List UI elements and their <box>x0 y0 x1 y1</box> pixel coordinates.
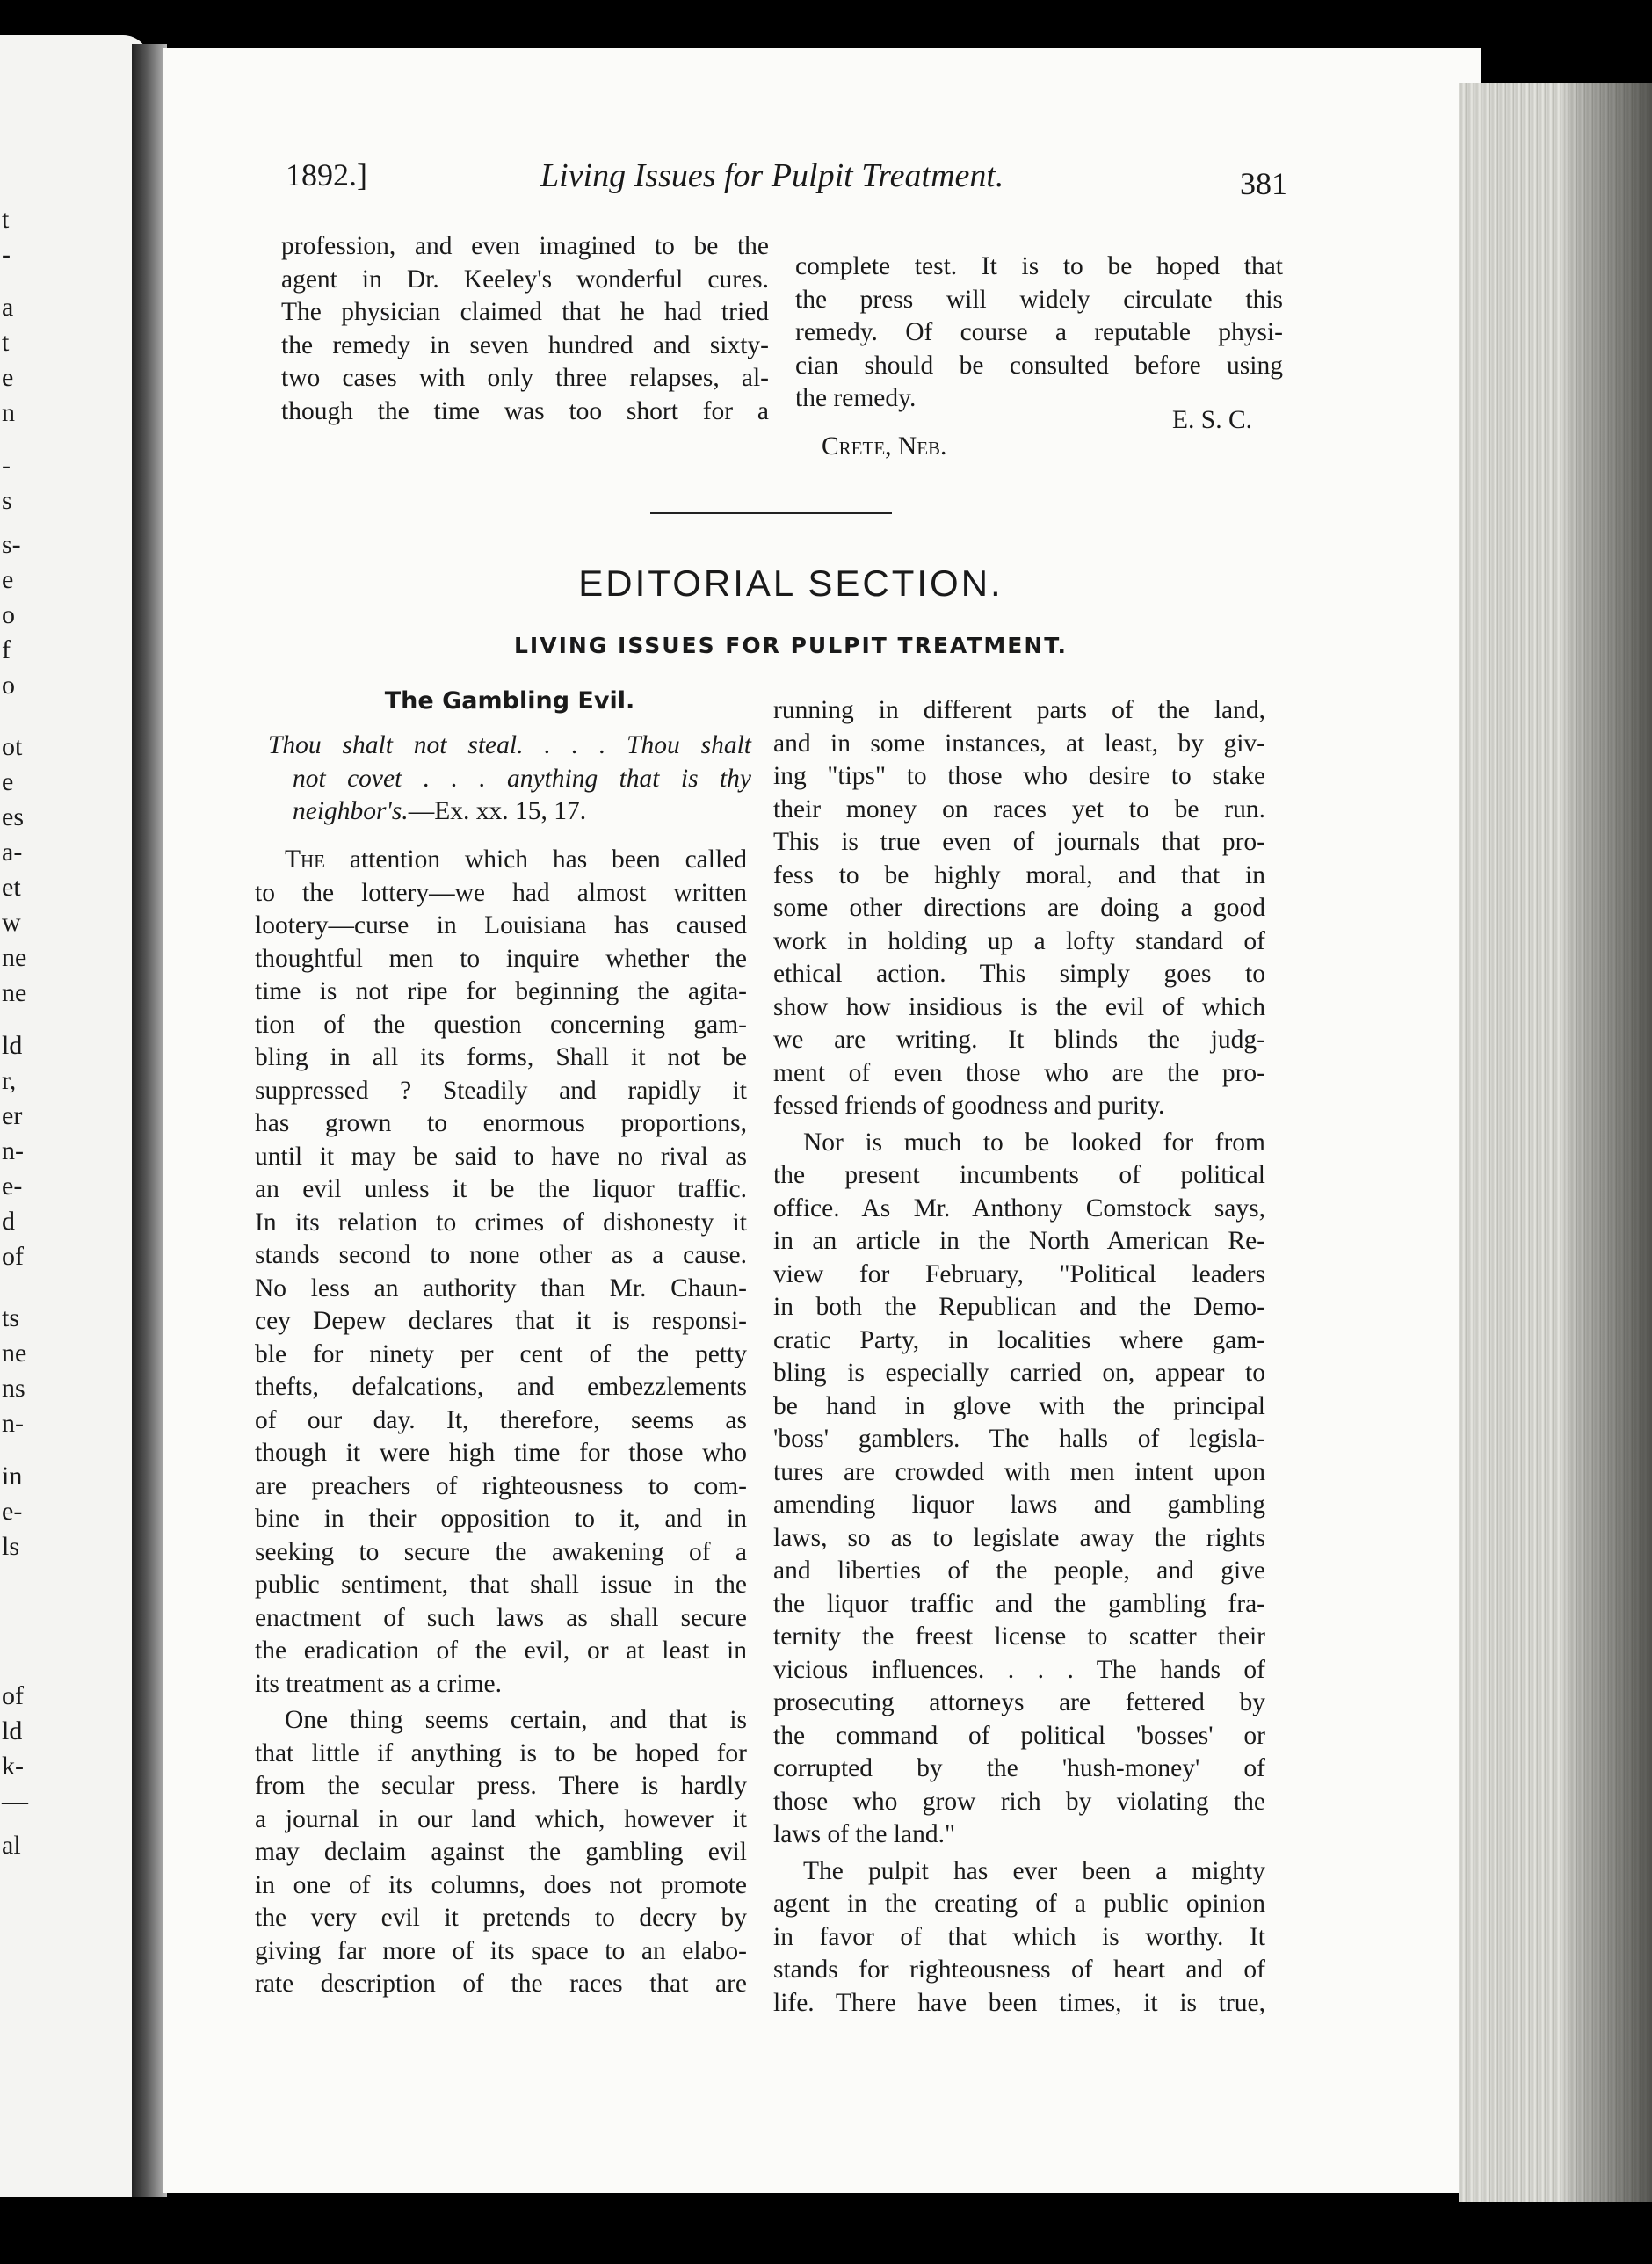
text-line: rate description of the races that are <box>255 1970 747 1998</box>
text-line: and liberties of the people, and give <box>773 1556 1265 1585</box>
facing-page-fragment-text: o <box>2 600 15 629</box>
text-line: lootery—curse in Louisiana has caused <box>255 911 747 940</box>
text-line: vicious influences. . . . The hands of <box>773 1655 1265 1684</box>
paragraph <box>773 1127 1265 1852</box>
text-line: fess to be highly moral, and that in <box>773 860 1265 889</box>
section-divider <box>650 512 892 514</box>
facing-page-fragment-text: n- <box>2 1136 24 1165</box>
text-line: complete test. It is to be hoped that <box>795 252 1283 280</box>
facing-page-fragment-text: s- <box>2 530 21 559</box>
facing-page-fragment-text: - <box>2 451 11 480</box>
facing-page-fragment-text: ns <box>2 1374 25 1403</box>
facing-page-fragment-text: n <box>2 398 15 427</box>
text-line: in favor of that which is worthy. It <box>773 1922 1265 1951</box>
facing-page-fragment-text: t <box>2 205 10 234</box>
text-line: agent in Dr. Keeley's wonderful cures. <box>281 265 769 294</box>
text-line: thoughtful men to inquire whether the <box>255 944 747 973</box>
text-line: the remedy in seven hundred and sixty- <box>281 330 769 359</box>
text-line: amending liquor laws and gambling <box>773 1491 1265 1519</box>
facing-page-fragment-text: e- <box>2 1172 23 1201</box>
text-line: public sentiment, that shall issue in the <box>255 1571 747 1599</box>
facing-page-fragment-text: in <box>2 1462 23 1491</box>
text-line: be hand in glove with the principal <box>773 1391 1265 1420</box>
facing-page-fragment-text: ld <box>2 1716 23 1745</box>
facing-page-text-fragments <box>0 35 26 2197</box>
text-line: laws of the land." <box>773 1820 956 1848</box>
text-line: work in holding up a lofty standard of <box>773 926 1265 955</box>
text-line: that little if anything is to be hoped for <box>255 1738 747 1767</box>
text-line: in one of its columns, does not promote <box>255 1870 747 1899</box>
text-line: the eradication of the evil, or at least in <box>255 1636 747 1665</box>
text-line: the press will widely circulate this <box>795 285 1283 314</box>
text-line: stands second to none other as a cause. <box>255 1241 747 1269</box>
text-line: the liquor traffic and the gambling fra- <box>773 1589 1265 1618</box>
text-line: some other directions are doing a good <box>773 894 1265 922</box>
text-line: fessed friends of goodness and purity. <box>773 1092 1165 1120</box>
text-line: No less an authority than Mr. Chaun- <box>255 1274 747 1303</box>
text-line: tion of the question concerning gam- <box>255 1010 747 1039</box>
text-line-rest: attention which has been called <box>325 845 747 874</box>
text-line: from the secular press. There is hardly <box>255 1772 747 1800</box>
text-line: laws, so as to legislate away the rights <box>773 1523 1265 1552</box>
facing-page-fragment-text: a- <box>2 838 23 867</box>
facing-page-fragment-text: ne <box>2 978 27 1007</box>
facing-page-fragment-text: of <box>2 1681 24 1710</box>
text-line: office. As Mr. Anthony Comstock says, <box>773 1194 1265 1223</box>
facing-page-fragment-text: e <box>2 363 14 392</box>
text-line: corrupted by the 'hush-money' of <box>773 1754 1265 1782</box>
epigraph-line: neighbor's. <box>293 797 409 825</box>
facing-page-fragment-text: e <box>2 565 14 594</box>
article-column-left <box>255 844 747 2001</box>
epigraph-line-wrap <box>268 795 751 829</box>
facing-page-fragment-text: ts <box>2 1303 20 1332</box>
facing-page-fragment-text: - <box>2 240 11 269</box>
text-line: though the time was too short for a <box>281 396 769 425</box>
text-line: though it were high time for those who <box>255 1439 747 1467</box>
text-line: two cases with only three relapses, al- <box>281 364 769 392</box>
facing-page-fragment-text: al <box>2 1831 21 1860</box>
text-line: In its relation to crimes of dishonesty it <box>255 1208 747 1237</box>
signature-initials: E. S. C. <box>1172 406 1252 434</box>
text-line: ble for ninety per cent of the petty <box>255 1339 747 1368</box>
text-line: The physician claimed that he had tried <box>281 298 769 326</box>
opening-word: The <box>285 845 326 874</box>
text-line: 'boss' gamblers. The halls of legisla- <box>773 1425 1265 1453</box>
text-line: a journal in our land which, however it <box>255 1804 747 1833</box>
text-line: the command of political 'bosses' or <box>773 1721 1265 1750</box>
text-line: remedy. Of course a reputable physi- <box>795 318 1283 346</box>
text-line: of our day. It, therefore, seems as <box>255 1405 747 1434</box>
text-line: prosecuting attorneys are fettered by <box>773 1688 1265 1716</box>
subsection-title: LIVING ISSUES FOR PULPIT TREATMENT. <box>514 633 1068 658</box>
facing-page-fragment-text: w <box>2 908 21 937</box>
text-line: cian should be consulted before using <box>795 351 1283 380</box>
text-line: may declaim against the gambling evil <box>255 1838 747 1866</box>
text-line: we are writing. It blinds the judg- <box>773 1026 1265 1054</box>
epigraph-line: Thou shalt not steal. . . . Thou shalt <box>268 731 751 759</box>
running-header <box>286 156 1287 209</box>
text-line: tures are crowded with men intent upon <box>773 1457 1265 1486</box>
facing-page-fragment-text: ls <box>2 1532 20 1561</box>
text-line: bling is especially carried on, appear to <box>773 1359 1265 1387</box>
continued-text-left <box>281 230 769 428</box>
text-line: ing "tips" to those who desire to stake <box>773 762 1265 790</box>
facing-page-fragment-text: es <box>2 802 24 831</box>
text-line: ethical action. This simply goes to <box>773 960 1265 988</box>
article-column-right <box>773 694 1265 2020</box>
text-line: in both the Republican and the Demo- <box>773 1293 1265 1321</box>
text-line: are preachers of righteousness to com- <box>255 1471 747 1500</box>
text-line: their money on races yet to be run. <box>773 795 1265 824</box>
text-line: the remedy. <box>795 384 917 412</box>
facing-page-fragment-text: et <box>2 873 21 902</box>
text-line: enactment of such laws as shall secure <box>255 1603 747 1632</box>
text-line: running in different parts of the land, <box>773 696 1265 724</box>
paragraph <box>773 1855 1265 2021</box>
text-line: the present incumbents of political <box>773 1161 1265 1189</box>
header-year: 1892.] <box>286 157 367 192</box>
page-edges-shadow <box>1564 83 1652 2202</box>
paragraph <box>773 694 1265 1123</box>
text-line: bling in all its forms, Shall it not be <box>255 1043 747 1071</box>
text-line: The pulpit has ever been a mighty <box>803 1856 1265 1885</box>
text-line: One thing seems certain, and that is <box>285 1706 747 1734</box>
facing-page-fragment-text: — <box>2 1787 28 1816</box>
facing-page-fragment-text: ld <box>2 1031 23 1060</box>
facing-page-fragment-text: ne <box>2 943 27 972</box>
text-line: life. There have been times, it is true, <box>773 1988 1265 2017</box>
signature-place: Crete, Neb. <box>822 432 947 461</box>
epigraph <box>268 729 751 829</box>
text-line: ternity the freest license to scatter their <box>773 1622 1265 1651</box>
continued-text-right <box>795 250 1283 416</box>
text-line <box>255 844 747 877</box>
text-line: agent in the creating of a public opinion <box>773 1890 1265 1918</box>
text-line: cratic Party, in localities where gam- <box>773 1325 1265 1354</box>
text-line: those who grow rich by violating the <box>773 1787 1265 1816</box>
facing-page-fragment-text: r, <box>2 1066 17 1095</box>
facing-page-fragment-text: f <box>2 635 11 664</box>
facing-page-fragment-text: ne <box>2 1339 27 1368</box>
text-line: giving far more of its space to an elabo- <box>255 1936 747 1965</box>
text-line: to the lottery—we had almost written <box>255 878 747 907</box>
paragraph <box>255 1704 747 2001</box>
facing-page-fragment-text: n- <box>2 1409 24 1438</box>
text-line: in an article in the North American Re- <box>773 1227 1265 1255</box>
facing-page-fragment-text: of <box>2 1242 24 1271</box>
section-title: EDITORIAL SECTION. <box>578 562 1004 604</box>
text-line: time is not ripe for beginning the agita- <box>255 977 747 1005</box>
text-line: and in some instances, at least, by giv- <box>773 729 1265 758</box>
text-line: seeking to secure the awakening of a <box>255 1537 747 1566</box>
facing-page-fragment <box>0 35 149 2197</box>
facing-page-fragment-text: s <box>2 486 12 515</box>
text-line: bine in their opposition to it, and in <box>255 1505 747 1533</box>
text-line: ment of even those who are the pro- <box>773 1058 1265 1087</box>
text-line: stands for righteousness of heart and of <box>773 1956 1265 1984</box>
article-title: The Gambling Evil. <box>384 687 635 715</box>
facing-page-fragment-text: e- <box>2 1497 23 1526</box>
text-line: Nor is much to be looked for from <box>803 1128 1265 1157</box>
facing-page-fragment-text: ot <box>2 732 23 761</box>
text-line: view for February, "Political leaders <box>773 1259 1265 1288</box>
text-line: show how insidious is the evil of which <box>773 992 1265 1021</box>
page-number: 381 <box>1240 166 1287 201</box>
paragraph <box>255 844 747 1701</box>
text-line: the very evil it pretends to decry by <box>255 1904 747 1932</box>
text-line: This is true even of journals that pro- <box>773 828 1265 856</box>
text-line: cey Depew declares that it is responsi- <box>255 1307 747 1335</box>
text-line: suppressed ? Steadily and rapidly it <box>255 1076 747 1105</box>
epigraph-line: not covet . . . anything that is thy <box>293 764 751 793</box>
text-line: thefts, defalcations, and embezzlements <box>255 1373 747 1401</box>
facing-page-fragment-text: t <box>2 328 10 357</box>
text-line: its treatment as a crime. <box>255 1669 502 1698</box>
facing-page-fragment-text: e <box>2 767 14 796</box>
header-title: Living Issues for Pulpit Treatment. <box>540 157 1004 194</box>
facing-page-fragment-text: a <box>2 293 14 322</box>
facing-page-fragment-text: k- <box>2 1752 24 1781</box>
facing-page-fragment-text: d <box>2 1207 15 1236</box>
text-line: an evil unless it be the liquor traffic. <box>255 1175 747 1203</box>
facing-page-fragment-text: er <box>2 1101 23 1130</box>
epigraph-reference: —Ex. xx. 15, 17. <box>408 797 587 825</box>
text-line: until it may be said to have no rival as <box>255 1142 747 1171</box>
facing-page-fragment-text: o <box>2 671 15 700</box>
text-line: profession, and even imagined to be the <box>281 232 769 260</box>
text-line: has grown to enormous proportions, <box>255 1109 747 1137</box>
book-gutter <box>132 44 167 2197</box>
